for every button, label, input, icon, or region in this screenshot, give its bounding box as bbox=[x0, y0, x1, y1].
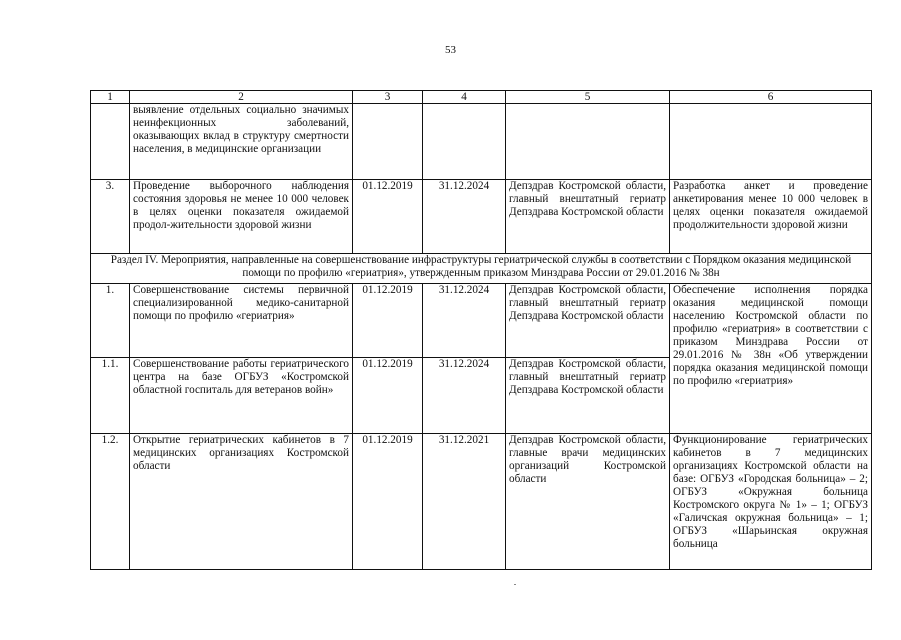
responsible-cell bbox=[506, 104, 670, 180]
activity-cell: Открытие гериатрических кабинетов в 7 медицинских организациях Костромской области bbox=[130, 434, 353, 570]
result-cell: Функционирование гериатрических кабинетов в 7 медицинских организациях Костромской области на базе: ОГБУЗ «Городская больница» – 2; ОГБУЗ «Окружная больница Костромского округа № 1» – 1; ОГБУЗ «Галичская окружная больница» – 1; ОГБУЗ «Шарьинская окружная больница bbox=[670, 434, 872, 570]
activity-cell: Совершенствование системы первичной специализированной медико-санитарной помощи по профилю «гериатрия» bbox=[130, 284, 353, 358]
activity-cell: выявление отдельных социально значимых неинфекционных заболеваний, оказывающих вклад в структуру смертности населения, в медицинские организации bbox=[130, 104, 353, 180]
start-date-cell: 01.12.2019 bbox=[353, 284, 423, 358]
start-date-cell: 01.12.2019 bbox=[353, 434, 423, 570]
header-cell-5: 5 bbox=[506, 91, 670, 104]
end-date-cell: 31.12.2024 bbox=[423, 284, 506, 358]
page-number: 53 bbox=[445, 44, 456, 56]
start-date-cell bbox=[353, 104, 423, 180]
end-date-cell: 31.12.2024 bbox=[423, 358, 506, 434]
row-number: 1.1. bbox=[91, 358, 130, 434]
table-row bbox=[91, 434, 872, 570]
responsible-cell: Депздрав Костромской области, главный внештатный гериатр Депздрава Костромской области bbox=[506, 358, 670, 434]
start-date-cell: 01.12.2019 bbox=[353, 358, 423, 434]
responsible-cell: Депздрав Костромской области, главный внештатный гериатр Депздрава Костромской области bbox=[506, 180, 670, 254]
responsible-cell: Депздрав Костромской области, главный внештатный гериатр Депздрава Костромской области bbox=[506, 284, 670, 358]
result-cell: Разработка анкет и проведение анкетирования менее 10 000 человек в целях оценки показателя ожидаемой продолжительности здоровой жизни bbox=[670, 180, 872, 254]
result-cell bbox=[670, 104, 872, 180]
row-number: 1.2. bbox=[91, 434, 130, 570]
table-header-row bbox=[91, 91, 872, 104]
section-row bbox=[91, 254, 872, 284]
measures-table bbox=[90, 90, 872, 570]
header-cell-2: 2 bbox=[130, 91, 353, 104]
row-number bbox=[91, 104, 130, 180]
row-number: 3. bbox=[91, 180, 130, 254]
header-cell-4: 4 bbox=[423, 91, 506, 104]
activity-cell: Совершенствование работы гериатрического центра на базе ОГБУЗ «Костромской областной госпиталь для ветеранов войн» bbox=[130, 358, 353, 434]
end-date-cell: 31.12.2021 bbox=[423, 434, 506, 570]
start-date-cell: 01.12.2019 bbox=[353, 180, 423, 254]
header-cell-3: 3 bbox=[353, 91, 423, 104]
end-date-cell bbox=[423, 104, 506, 180]
scan-speck bbox=[514, 584, 516, 585]
table-row bbox=[91, 104, 872, 180]
table-row bbox=[91, 180, 872, 254]
row-number: 1. bbox=[91, 284, 130, 358]
section-title: Раздел IV. Мероприятия, направленные на совершенствование инфраструктуры гериатрической службы в соответствии с Порядком оказания медицинской помощи по профилю «гериатрия», утвержденным приказом Минздрава России от 29.01.2016 № 38н bbox=[91, 254, 872, 284]
merged-result-cell: Обеспечение исполнения порядка оказания медицинской помощи населению Костромской области по профилю «гериатрия» в соответствии с приказом Минздрава России от 29.01.2016 № 38н «Об утверждении порядка оказания медицинской помощи по профилю «гериатрия» bbox=[670, 284, 872, 434]
activity-cell: Проведение выборочного наблюдения состояния здоровья не менее 10 000 человек в целях оценки показателя ожидаемой продол-жительности здоровой жизни bbox=[130, 180, 353, 254]
header-cell-6: 6 bbox=[670, 91, 872, 104]
end-date-cell: 31.12.2024 bbox=[423, 180, 506, 254]
header-cell-1: 1 bbox=[91, 91, 130, 104]
responsible-cell: Депздрав Костромской области, главные врачи медицинских организаций Костромской области bbox=[506, 434, 670, 570]
table-row bbox=[91, 284, 872, 358]
